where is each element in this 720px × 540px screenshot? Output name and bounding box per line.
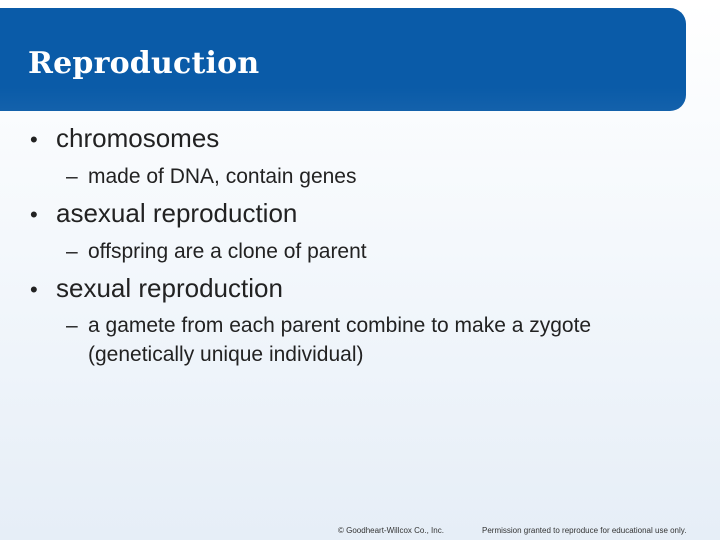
sub-bullet-dash: – xyxy=(66,314,78,337)
bullet-item xyxy=(30,273,283,304)
sub-bullet-text: a gamete from each parent combine to make a zygote (genetically unique individual) xyxy=(88,314,592,366)
sub-bullet-dash: – xyxy=(66,240,78,263)
sub-bullet-text: offspring are a clone of parent xyxy=(88,240,367,263)
bullet-text: chromosomes xyxy=(56,123,220,153)
sub-bullet-item xyxy=(66,311,678,369)
sub-bullet-dash: – xyxy=(66,165,78,188)
slide-title: Reproduction xyxy=(28,46,260,81)
bullet-dot: • xyxy=(30,127,38,152)
bullet-text: sexual reproduction xyxy=(56,273,283,303)
bullet-text: asexual reproduction xyxy=(56,198,298,228)
sub-bullet-item xyxy=(66,162,678,191)
bullet-dot: • xyxy=(30,202,38,227)
footer-permission: Permission granted to reproduce for educational use only. xyxy=(482,526,687,535)
bullet-item xyxy=(30,123,219,154)
sub-bullet-text: made of DNA, contain genes xyxy=(88,165,357,188)
sub-bullet-item xyxy=(66,237,678,266)
bullet-dot: • xyxy=(30,277,38,302)
bullet-item xyxy=(30,198,297,229)
footer-copyright: © Goodheart-Willcox Co., Inc. xyxy=(338,526,444,535)
